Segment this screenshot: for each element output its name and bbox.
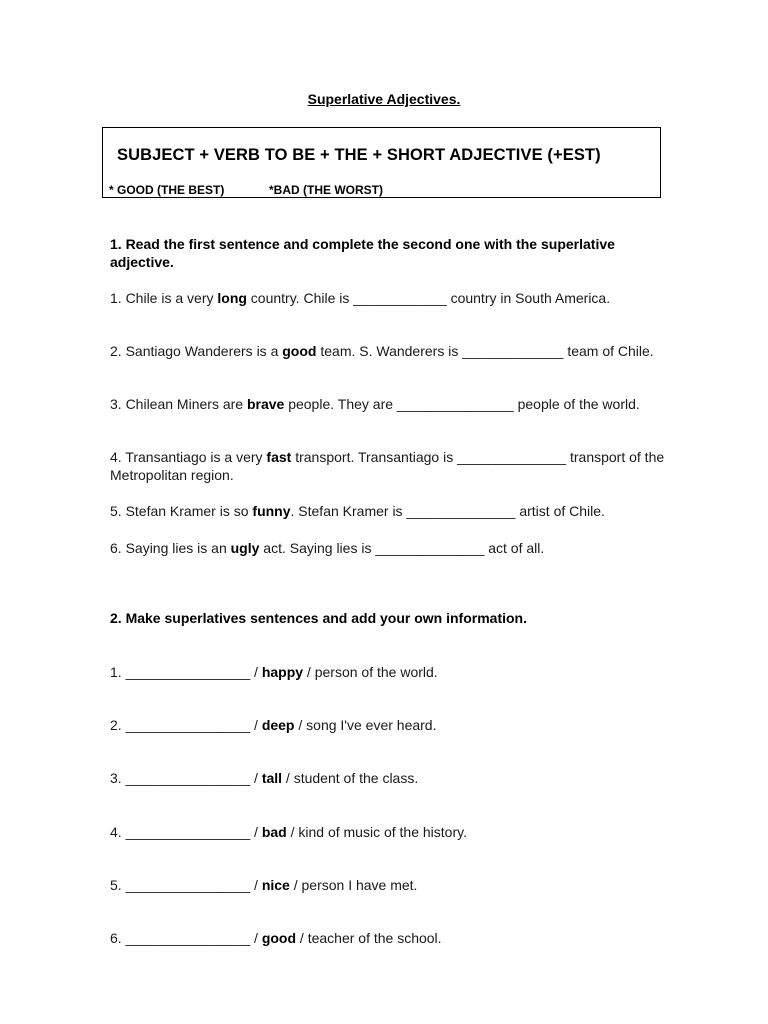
item-text: 3. ________________ / [110,770,262,786]
item-adjective: good [261,930,297,946]
exercise-2-item [110,663,666,681]
item-adjective: nice [261,877,290,893]
item-text: 6. Saying lies is an [110,540,231,556]
item-adjective: fast [266,449,292,465]
item-adjective: ugly [230,540,260,556]
item-text: 1. ________________ / [110,664,262,680]
item-adjective: happy [261,664,304,680]
item-text: act. Saying lies is ______________ act of all. [259,540,545,556]
item-text: 1. Chile is a very [110,290,218,306]
exercise-2-item [110,929,666,947]
rule-note-good: * GOOD (THE BEST) [109,183,225,197]
exercise-1-item [110,395,666,413]
item-text: people. They are _______________ people of the world. [284,396,640,412]
grammar-rule-box [102,127,661,198]
item-text: / person I have met. [289,877,418,893]
exercise-1-item [110,289,666,307]
item-text: / person of the world. [303,664,438,680]
item-adjective: funny [252,503,291,519]
item-text: 5. ________________ / [110,877,262,893]
exercise-1-item [110,502,666,520]
item-adjective: deep [261,717,295,733]
item-adjective: tall [261,770,283,786]
exercise-2-item [110,769,666,787]
exercise-1-item [110,448,666,484]
item-text: 4. Transantiago is a very [110,449,267,465]
item-text: / song I've ever heard. [294,717,437,733]
item-text: 2. ________________ / [110,717,262,733]
item-adjective: brave [246,396,285,412]
item-adjective: good [282,343,317,359]
item-text: 3. Chilean Miners are [110,396,247,412]
rule-note-bad: *BAD (THE WORST) [269,183,383,197]
item-text: team. S. Wanderers is _____________ team of Chile. [316,343,654,359]
exercise-1-item [110,342,666,360]
item-text: 5. Stefan Kramer is so [110,503,253,519]
item-text: country. Chile is ____________ country in South America. [246,290,611,306]
item-text: 6. ________________ / [110,930,262,946]
exercise-2-item [110,876,666,894]
item-text: 2. Santiago Wanderers is a [110,343,283,359]
item-text: . Stefan Kramer is ______________ artist of Chile. [290,503,605,519]
item-adjective: long [217,290,247,306]
item-text: / student of the class. [282,770,419,786]
exercise-2-item [110,716,666,734]
exercise-1-heading: 1. Read the first sentence and complete the second one with the superlative adjective. [110,236,615,270]
worksheet-title: Superlative Adjectives. [307,91,461,107]
rule-formula: SUBJECT + VERB TO BE + THE + SHORT ADJECTIVE (+EST) [117,146,601,164]
exercise-1-item [110,539,666,557]
item-text: / kind of music of the history. [286,824,467,840]
item-text: 4. ________________ / [110,824,262,840]
exercise-2-item [110,823,666,841]
exercise-2-heading: 2. Make superlatives sentences and add your own information. [110,610,527,626]
item-text: transport. Transantiago is ______________ transport of the Metropolitan region. [110,449,665,483]
item-text: / teacher of the school. [296,930,442,946]
item-adjective: bad [261,824,287,840]
